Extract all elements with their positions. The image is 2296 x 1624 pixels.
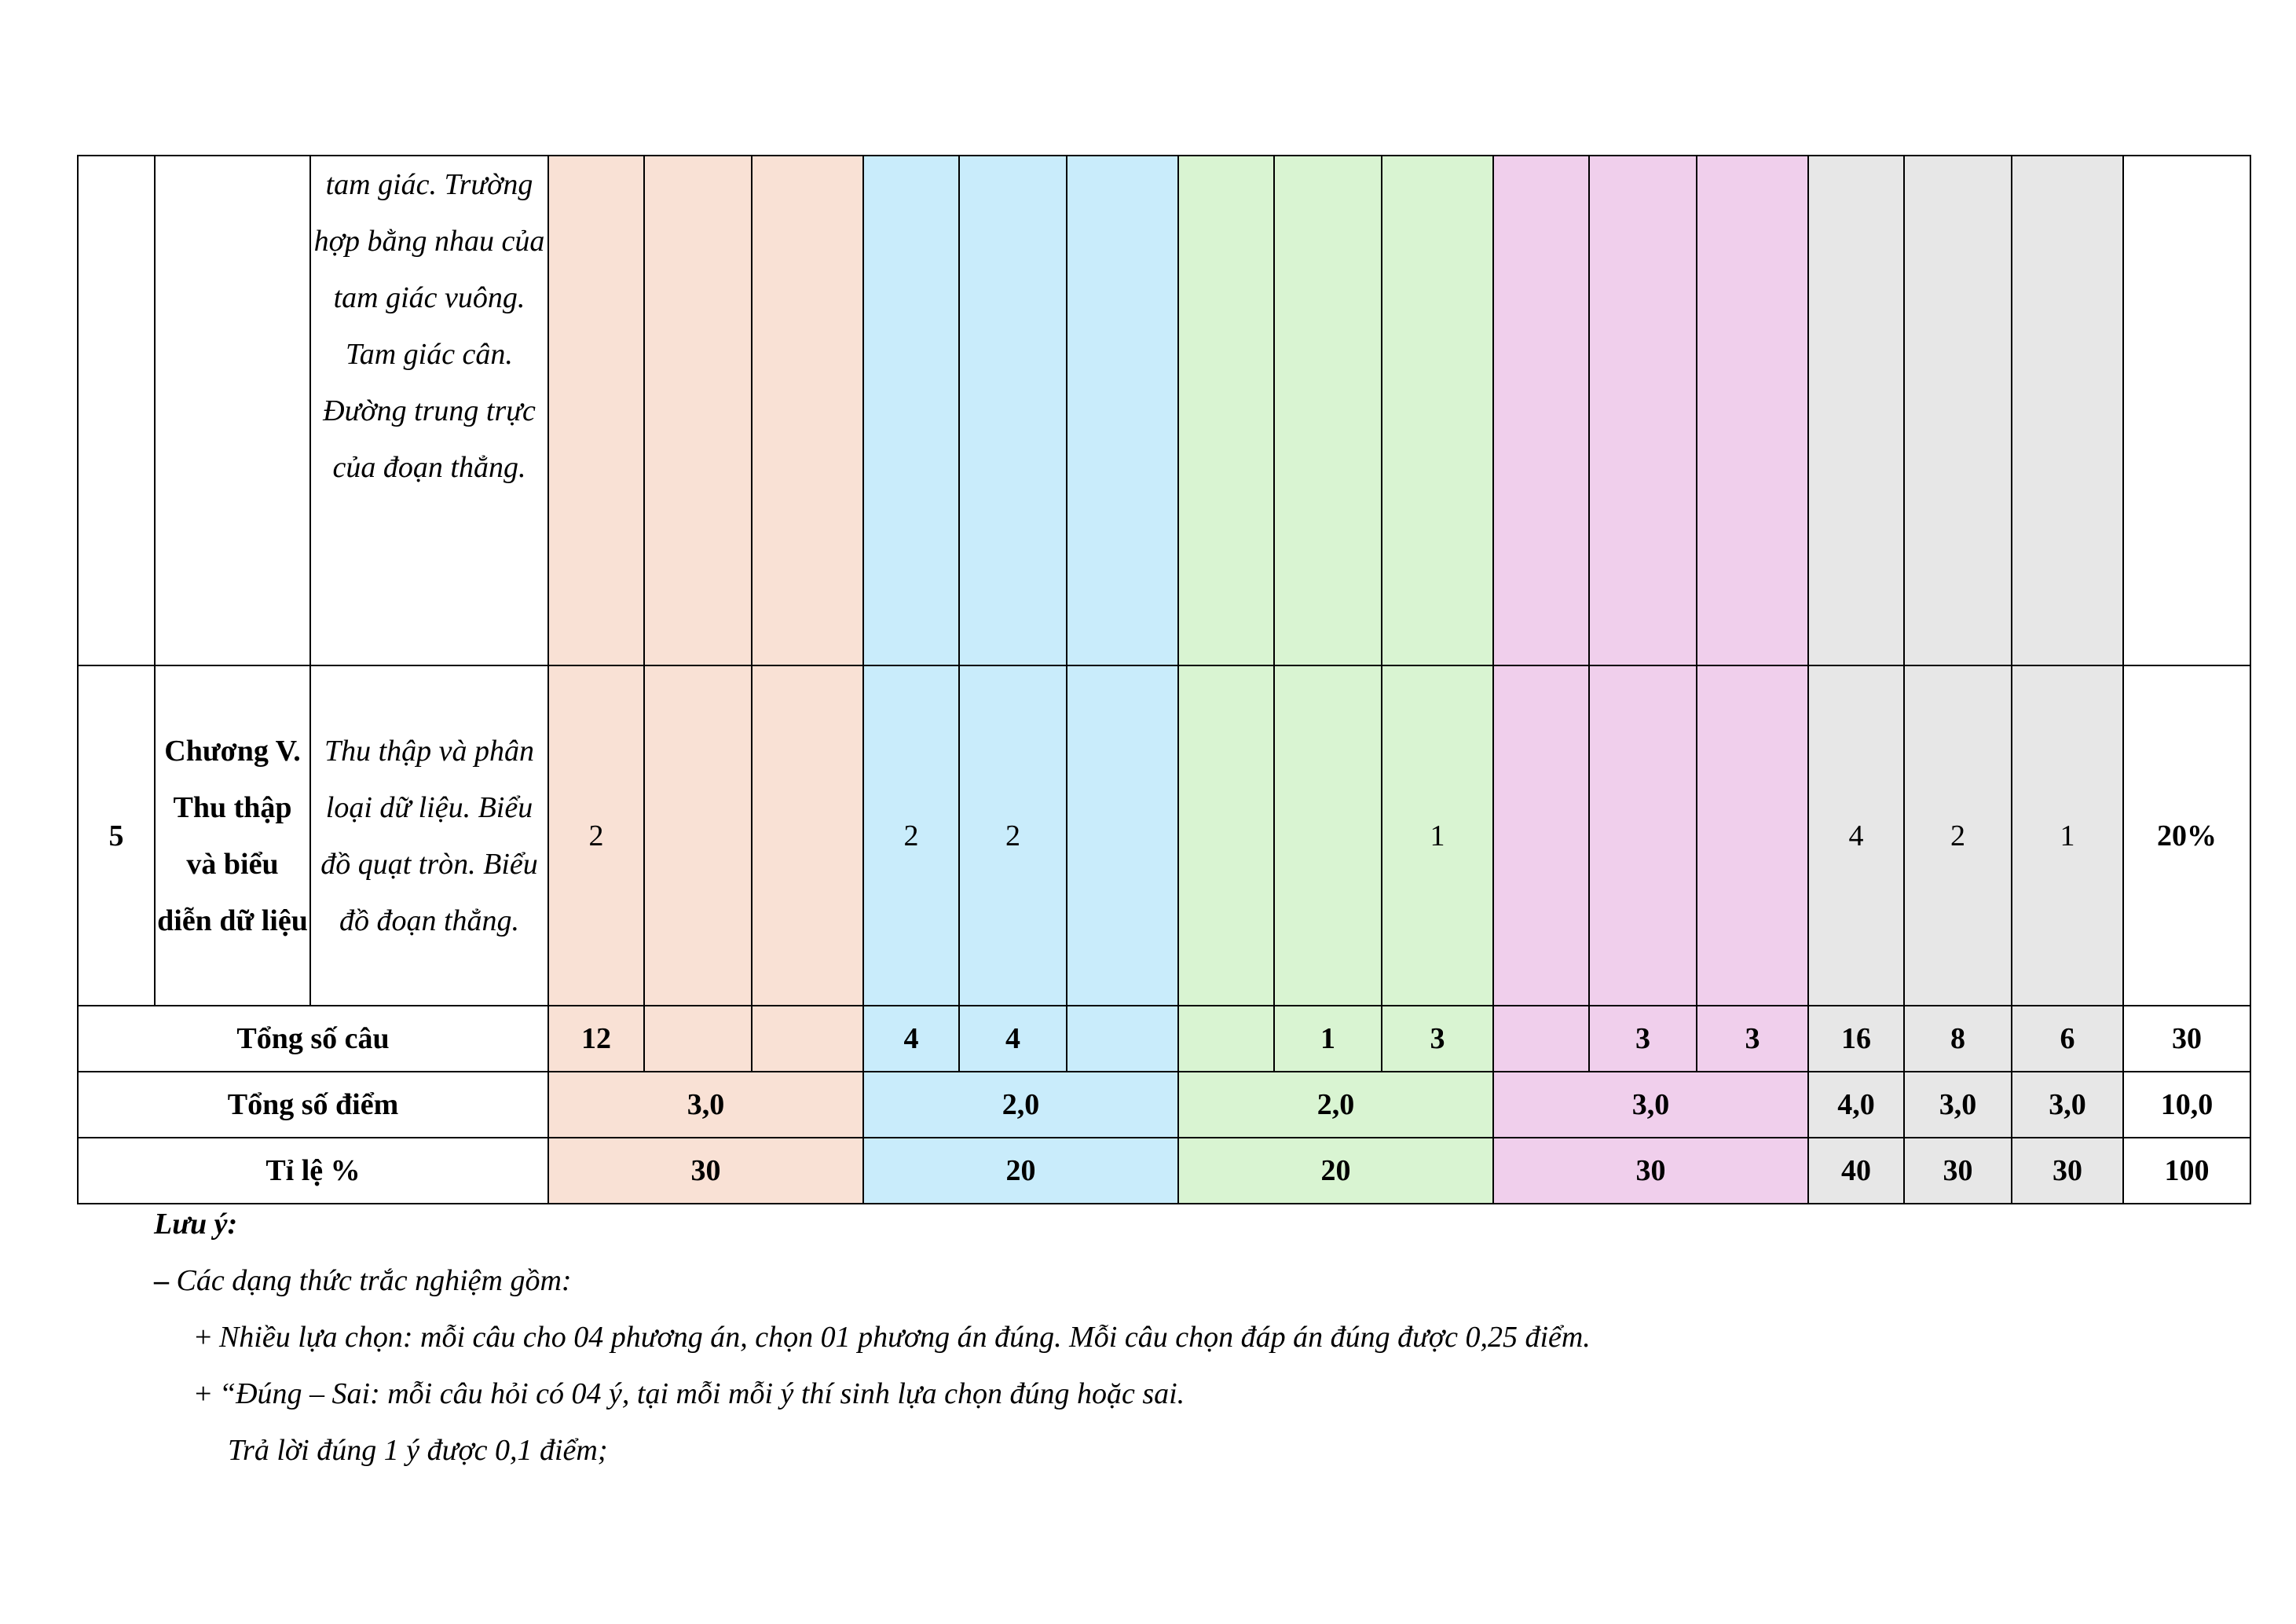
total-questions-label: Tổng số câu <box>78 1006 548 1072</box>
notes-title: Lưu ý: <box>154 1208 238 1241</box>
cell: 30 <box>1904 1138 2012 1204</box>
cell: 3,0 <box>1904 1072 2012 1138</box>
cell: 16 <box>1808 1006 1904 1072</box>
notes-line-4-text: Trả lời đúng 1 ý được 0,1 điểm; <box>228 1434 608 1467</box>
cell <box>1178 156 1274 665</box>
cell: 3 <box>1382 1006 1493 1072</box>
cell: 20 <box>863 1138 1178 1204</box>
cell <box>1589 156 1697 665</box>
index-cell <box>78 156 155 665</box>
ratio-label: Tỉ lệ % <box>78 1138 548 1204</box>
cell: 30 <box>548 1138 863 1204</box>
cell <box>752 156 863 665</box>
cell <box>1808 156 1904 665</box>
cell <box>1274 665 1382 1006</box>
chapter-cell: Chương V. Thu thập và biểu diễn dữ liệu <box>155 665 310 1006</box>
notes-line-2 <box>195 1309 2118 1366</box>
cell: 3,0 <box>1493 1072 1808 1138</box>
cell: 4,0 <box>1808 1072 1904 1138</box>
percent-cell <box>2123 156 2250 665</box>
cell: 4 <box>863 1006 959 1072</box>
cell: 3,0 <box>548 1072 863 1138</box>
cell: 3 <box>1697 1006 1808 1072</box>
notes-line-1 <box>154 1252 2118 1309</box>
dash-marker: – <box>154 1264 169 1297</box>
table-row-5 <box>78 665 2250 1006</box>
cell <box>1589 665 1697 1006</box>
cell: 4 <box>1808 665 1904 1006</box>
content-cell: Thu thập và phân loại dữ liệu. Biểu đồ quạt tròn. Biểu đồ đoạn thẳng. <box>310 665 548 1006</box>
cell <box>1178 665 1274 1006</box>
cell <box>2012 156 2123 665</box>
cell <box>1904 156 2012 665</box>
cell <box>752 665 863 1006</box>
cell <box>1493 665 1589 1006</box>
cell: 40 <box>1808 1138 1904 1204</box>
cell: 12 <box>548 1006 644 1072</box>
cell: 8 <box>1904 1006 2012 1072</box>
plus-marker: + <box>195 1321 212 1354</box>
table-row-continued <box>78 156 2250 665</box>
cell <box>644 665 752 1006</box>
cell <box>1493 156 1589 665</box>
total-points-label: Tổng số điểm <box>78 1072 548 1138</box>
cell <box>1493 1006 1589 1072</box>
total-points-value: 10,0 <box>2123 1072 2250 1138</box>
cell: 2,0 <box>863 1072 1178 1138</box>
cell <box>1382 156 1493 665</box>
notes-section <box>154 1196 2118 1481</box>
table-row-total-points <box>78 1072 2250 1138</box>
notes-line-2-text: Nhiều lựa chọn: mỗi câu cho 04 phương án, chọn 01 phương án đúng. Mỗi câu chọn đáp án đúng được 0,25 điểm. <box>218 1321 1591 1354</box>
plus-marker: + <box>195 1377 212 1410</box>
cell <box>1697 156 1808 665</box>
table-row-ratio <box>78 1138 2250 1204</box>
content-cell: tam giác. Trường hợp bằng nhau của tam giác vuông. Tam giác cân. Đường trung trực của đoạn thẳng. <box>310 156 548 665</box>
cell <box>644 1006 752 1072</box>
percent-cell: 20% <box>2123 665 2250 1006</box>
total-questions-value: 30 <box>2123 1006 2250 1072</box>
cell <box>752 1006 863 1072</box>
cell: 1 <box>2012 665 2123 1006</box>
cell <box>863 156 959 665</box>
cell: 3 <box>1589 1006 1697 1072</box>
ratio-total-value: 100 <box>2123 1138 2250 1204</box>
cell: 1 <box>1274 1006 1382 1072</box>
cell: 30 <box>2012 1138 2123 1204</box>
cell: 2 <box>548 665 644 1006</box>
table-row-total-questions <box>78 1006 2250 1072</box>
cell <box>959 156 1067 665</box>
cell <box>548 156 644 665</box>
cell <box>1067 665 1178 1006</box>
cell <box>1178 1006 1274 1072</box>
exam-matrix-table <box>77 155 2251 1204</box>
cell: 30 <box>1493 1138 1808 1204</box>
cell: 2 <box>959 665 1067 1006</box>
notes-line-1-text: Các dạng thức trắc nghiệm gồm: <box>176 1264 572 1297</box>
cell <box>1067 156 1178 665</box>
chapter-cell <box>155 156 310 665</box>
cell: 1 <box>1382 665 1493 1006</box>
cell: 3,0 <box>2012 1072 2123 1138</box>
index-cell: 5 <box>78 665 155 1006</box>
cell: 2 <box>1904 665 2012 1006</box>
notes-line-3 <box>195 1366 2118 1422</box>
cell: 6 <box>2012 1006 2123 1072</box>
notes-line-3-text: “Đúng – Sai: mỗi câu hỏi có 04 ý, tại mỗi mỗi ý thí sinh lựa chọn đúng hoặc sai. <box>218 1377 1185 1410</box>
cell: 2 <box>863 665 959 1006</box>
cell: 4 <box>959 1006 1067 1072</box>
notes-line-4 <box>228 1422 2118 1481</box>
cell: 2,0 <box>1178 1072 1493 1138</box>
cell <box>1274 156 1382 665</box>
cell <box>644 156 752 665</box>
cell <box>1067 1006 1178 1072</box>
cell <box>1697 665 1808 1006</box>
cell: 20 <box>1178 1138 1493 1204</box>
